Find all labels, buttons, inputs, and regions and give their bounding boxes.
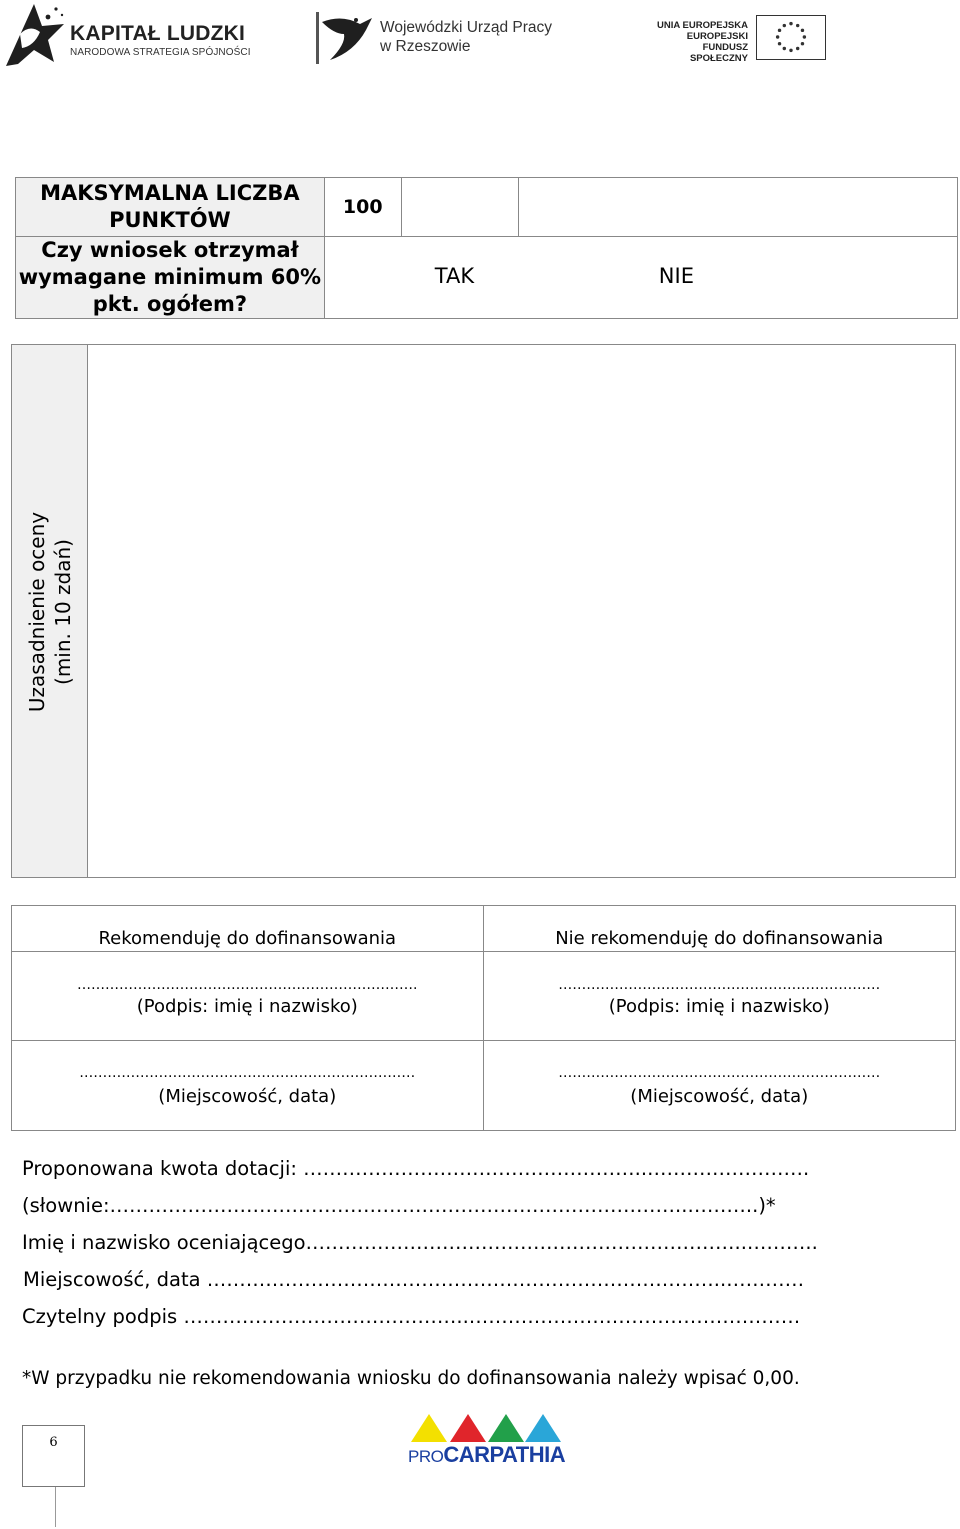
not-recommend-label: Nie rekomenduję do dofinansowania (483, 906, 955, 952)
place-date-label: (Miejscowość, data) (630, 1086, 809, 1107)
justification-label-line-1: Uzasadnienie oceny (24, 511, 49, 713)
signature-label: (Podpis: imię i nazwisko) (136, 995, 358, 1017)
footnote: *W przypadku nie rekomendowania wniosku do dofinansowania należy wpisać 0,00. (22, 1368, 800, 1389)
justification-box (11, 344, 956, 878)
evaluator-name-line[interactable]: Imię i nazwisko oceniającego…………………………………………………………..……….. (22, 1231, 818, 1254)
place-date-line[interactable]: Miejscowość, data ……………………………………………………………………..………… (23, 1268, 805, 1291)
procarpathia-pro: PRO (408, 1447, 444, 1466)
page-number: 6 (22, 1425, 85, 1487)
amount-in-words-line[interactable]: (słownie:……………………………………………………………………………..………..)* (22, 1194, 776, 1217)
wup-name (380, 18, 552, 56)
not-recommend-signature-cell[interactable] (483, 952, 955, 1041)
points-empty-cell[interactable] (401, 178, 518, 237)
wup-line-1: Wojewódzki Urząd Pracy (380, 19, 552, 36)
wup-line-2: w Rzeszowie (380, 38, 471, 55)
eu-line-3: FUNDUSZ SPOŁECZNY (689, 42, 748, 64)
signature-dots: …………………………………………………………… (558, 976, 881, 993)
yes-option[interactable]: TAK (434, 264, 475, 288)
signature-dots: ………………………………………………………………. (77, 976, 418, 993)
procarpathia-wordmark (408, 1442, 565, 1468)
place-date-label: (Miejscowość, data) (158, 1086, 337, 1107)
proposed-amount-line[interactable]: Proponowana kwota dotacji: ……………………………………………..……………………. (22, 1157, 810, 1180)
recommend-signature-cell[interactable] (12, 952, 484, 1041)
signature-label: (Podpis: imię i nazwisko) (608, 995, 830, 1017)
minimum-question-label: Czy wniosek otrzymał wymagane minimum 60% pkt. ogółem? (16, 237, 325, 319)
max-points-value: 100 (324, 178, 401, 237)
no-option[interactable]: NIE (658, 264, 694, 288)
page-number-line (55, 1487, 56, 1527)
justification-text-area[interactable] (88, 345, 955, 877)
recommend-label: Rekomenduję do dofinansowania (12, 906, 484, 952)
eu-line-2: EUROPEJSKI (686, 31, 748, 42)
eu-text (652, 20, 748, 64)
yes-no-cell (324, 237, 957, 319)
max-points-label: MAKSYMALNA LICZBA PUNKTÓW (16, 178, 325, 237)
not-recommend-place-date-cell[interactable] (483, 1041, 955, 1131)
wup-bird-logo (316, 12, 376, 64)
points-empty-cell-2[interactable] (518, 178, 957, 237)
score-table (15, 177, 958, 319)
place-date-dots: ……………………………………………………………… (79, 1065, 416, 1081)
signature-line[interactable]: Czytelny podpis ……………………………………..…………………………………………… (22, 1305, 801, 1328)
kapital-ludzki-title: KAPITAŁ LUDZKI (70, 22, 246, 45)
procarpathia-carpathia: CARPATHIA (443, 1442, 566, 1467)
eu-flag-icon (756, 15, 826, 60)
recommendation-table (11, 905, 956, 1131)
recommend-place-date-cell[interactable] (12, 1041, 484, 1131)
kapital-ludzki-subtitle: NARODOWA STRATEGIA SPÓJNOŚCI (70, 47, 251, 58)
place-date-dots: …………………………………………………………… (558, 1065, 881, 1081)
justification-label-line-2: (min. 10 zdań) (50, 539, 75, 685)
justification-side-label (12, 345, 88, 877)
justification-label (12, 345, 87, 879)
eu-line-1: UNIA EUROPEJSKA (657, 20, 748, 31)
